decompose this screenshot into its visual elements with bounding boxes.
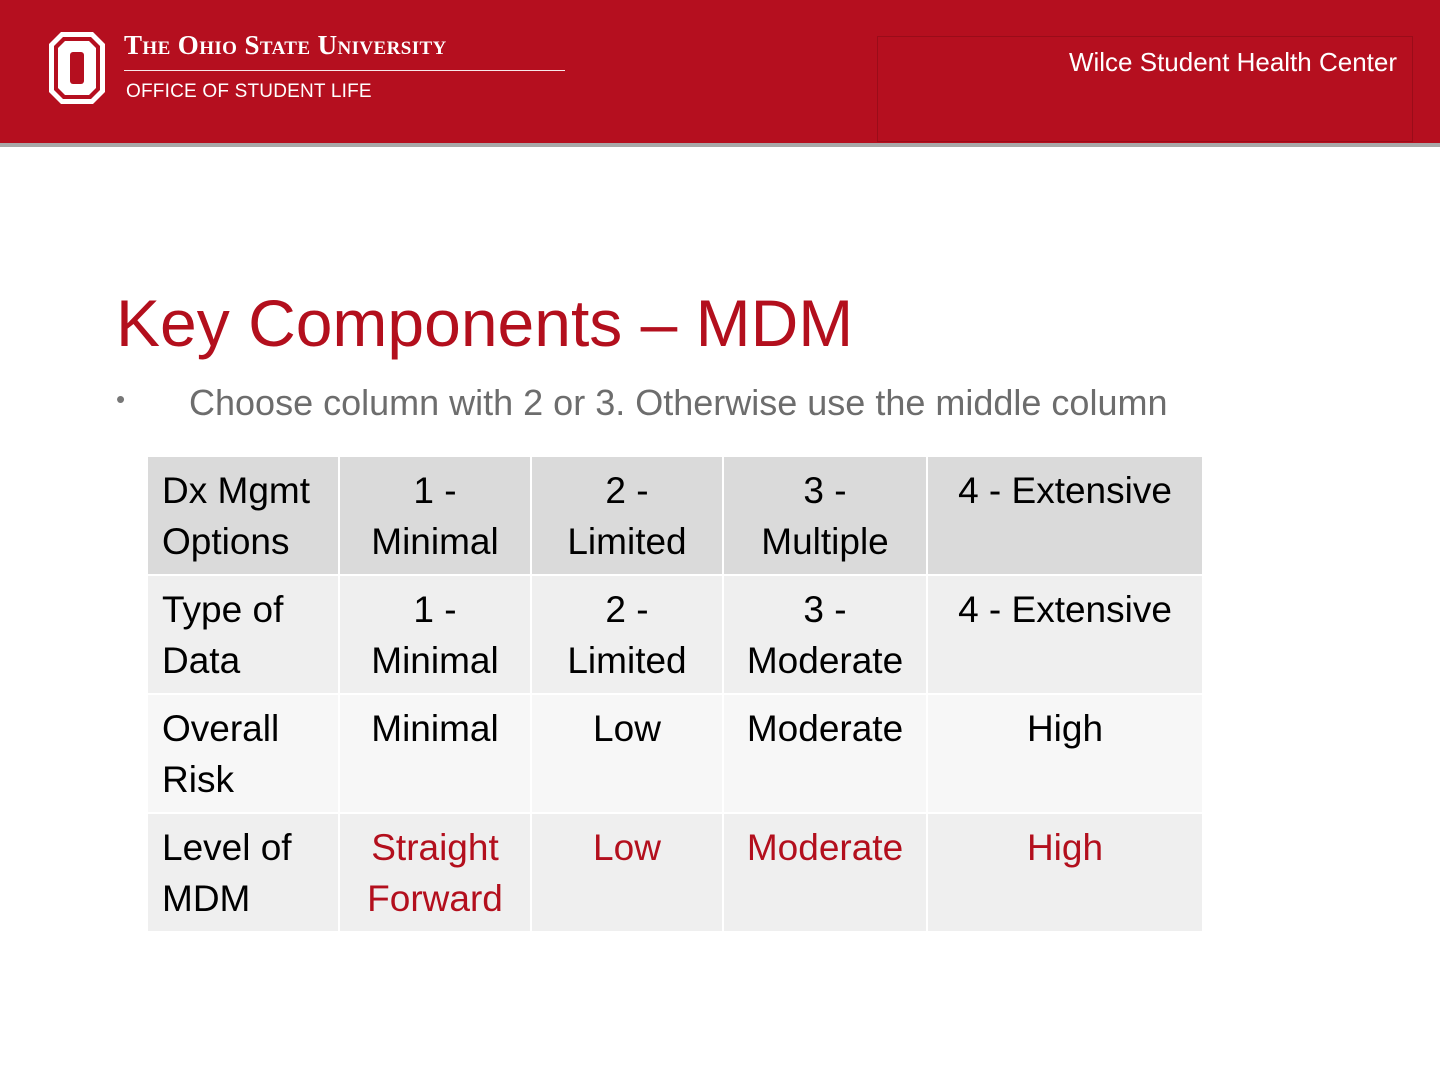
- table-cell: 2 - Limited: [531, 456, 723, 575]
- bullet-item: [116, 378, 1216, 458]
- center-name: Wilce Student Health Center: [1068, 47, 1397, 77]
- table-cell: Low: [531, 813, 723, 932]
- table-row: [147, 694, 1203, 813]
- bullet-dot-icon: •: [116, 384, 126, 414]
- mdm-table: [146, 455, 1204, 933]
- table-cell: Minimal: [339, 694, 531, 813]
- block-o-icon: [47, 30, 107, 106]
- table-cell: Straight Forward: [339, 813, 531, 932]
- header-band: [0, 0, 1440, 143]
- header-bottom-rule: [0, 143, 1440, 147]
- table-row: [147, 456, 1203, 575]
- table-cell: 3 - Multiple: [723, 456, 927, 575]
- table-cell: 3 - Moderate: [723, 575, 927, 694]
- header-divider: [124, 70, 565, 71]
- table-cell: 1 - Minimal: [339, 575, 531, 694]
- row-label: Type of Data: [147, 575, 339, 694]
- table-cell: Moderate: [723, 694, 927, 813]
- table-cell: Moderate: [723, 813, 927, 932]
- university-name: The Ohio State University: [124, 30, 447, 60]
- slide-title: Key Components – MDM: [116, 286, 854, 360]
- table-row: [147, 575, 1203, 694]
- table-cell: High: [927, 694, 1203, 813]
- table-cell: Low: [531, 694, 723, 813]
- table-cell: 1 - Minimal: [339, 456, 531, 575]
- office-name: OFFICE OF STUDENT LIFE: [126, 81, 372, 102]
- row-label: Dx Mgmt Options: [147, 456, 339, 575]
- table-row: [147, 813, 1203, 932]
- center-name-box: [877, 36, 1413, 142]
- row-label: Level of MDM: [147, 813, 339, 932]
- bullet-text: Choose column with 2 or 3. Otherwise use the middle column: [189, 382, 1168, 423]
- table-cell: 2 - Limited: [531, 575, 723, 694]
- row-label: Overall Risk: [147, 694, 339, 813]
- table-cell: 4 - Extensive: [927, 456, 1203, 575]
- table-cell: High: [927, 813, 1203, 932]
- table-cell: 4 - Extensive: [927, 575, 1203, 694]
